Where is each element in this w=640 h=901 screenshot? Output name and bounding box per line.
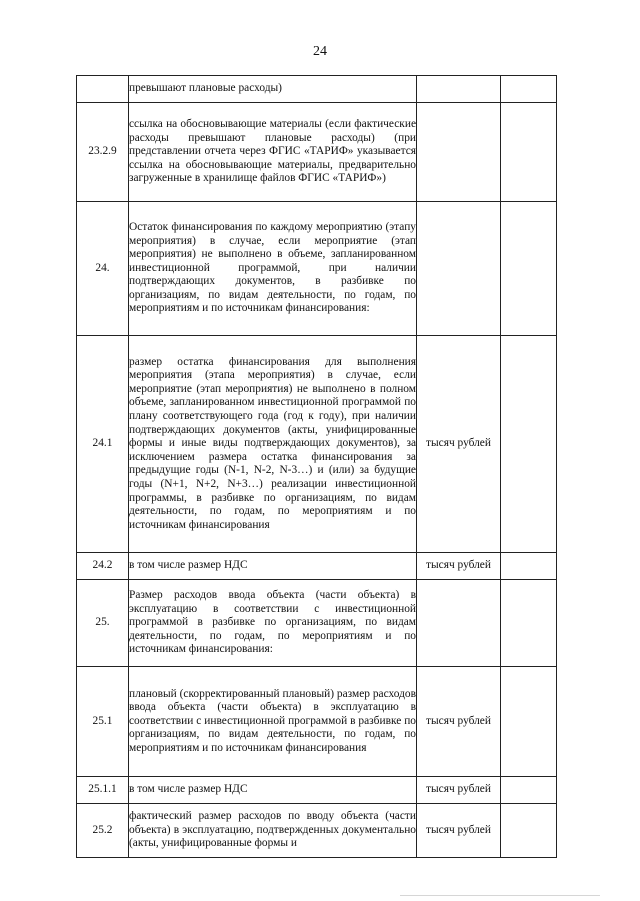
table-row xyxy=(77,336,557,553)
row-unit: тысяч рублей xyxy=(417,804,501,858)
row-value-cell xyxy=(501,336,557,553)
row-description: плановый (скорректированный плановый) размер расходов ввода объекта (части объекта) в эксплуатацию в соответствии с инвестиционной программой в разбивке по организациям, по видам деятельности, по годам, по мероприятиям и по источникам финансирования xyxy=(129,667,417,777)
table-row xyxy=(77,103,557,202)
row-value-cell xyxy=(501,777,557,804)
table-row xyxy=(77,580,557,667)
row-number: 24.2 xyxy=(77,553,129,580)
scan-artifact-line xyxy=(400,895,600,896)
row-description: ссылка на обосновывающие материалы (если фактические расходы превышают плановые расходы) (при представлении отчета через ФГИС «ТАРИФ» указывается ссылка на обосновывающие материалы, предварительно загруженные в хранилище файлов ФГИС «ТАРИФ») xyxy=(129,103,417,202)
row-unit xyxy=(417,103,501,202)
row-description: Размер расходов ввода объекта (части объекта) в эксплуатацию в соответствии с инвестиционной программой в разбивке по организациям, по видам деятельности, по годам, по мероприятиям и по источникам финансирования: xyxy=(129,580,417,667)
table-row xyxy=(77,202,557,336)
row-value-cell xyxy=(501,202,557,336)
requirements-table xyxy=(76,75,557,858)
row-description: фактический размер расходов по вводу объекта (части объекта) в эксплуатацию, подтвержденных документально (акты, унифицированные формы и xyxy=(129,804,417,858)
row-unit xyxy=(417,76,501,103)
row-description: размер остатка финансирования для выполнения мероприятия (этапа мероприятия) в случае, если мероприятие (этап мероприятия) не выполнено в полном объеме, запланированном инвестиционной программой по плану соответствующего года (год к году), при наличии подтверждающих документов (акты, унифицированные формы и иные виды подтверждающих документов), за исключением размера остатка финансирования за предыдущие годы (N-1, N-2, N-3…) и (или) за будущие годы (N+1, N+2, N+3…) реализации инвестиционной программы, в разбивке по организациям, по видам деятельности, по годам, по мероприятиям и по источникам финансирования xyxy=(129,336,417,553)
row-value-cell xyxy=(501,580,557,667)
row-value-cell xyxy=(501,804,557,858)
row-unit: тысяч рублей xyxy=(417,667,501,777)
page-number: 24 xyxy=(313,44,327,59)
row-value-cell xyxy=(501,103,557,202)
table-row xyxy=(77,804,557,858)
row-number: 24.1 xyxy=(77,336,129,553)
row-value-cell xyxy=(501,667,557,777)
row-unit: тысяч рублей xyxy=(417,336,501,553)
row-description: в том числе размер НДС xyxy=(129,553,417,580)
row-value-cell xyxy=(501,76,557,103)
row-description: Остаток финансирования по каждому мероприятию (этапу мероприятия) в случае, если мероприятие (этап мероприятия) не выполнено в объеме, запланированном инвестиционной программой, при наличии подтверждающих документов, в разбивке по организациям, по видам деятельности, по годам, по мероприятиям и по источникам финансирования: xyxy=(129,202,417,336)
table-row xyxy=(77,76,557,103)
row-value-cell xyxy=(501,553,557,580)
row-description: в том числе размер НДС xyxy=(129,777,417,804)
row-unit: тысяч рублей xyxy=(417,777,501,804)
row-unit xyxy=(417,202,501,336)
row-unit xyxy=(417,580,501,667)
row-number: 24. xyxy=(77,202,129,336)
table-row xyxy=(77,553,557,580)
table-row xyxy=(77,667,557,777)
row-description: превышают плановые расходы) xyxy=(129,76,417,103)
row-number: 25. xyxy=(77,580,129,667)
table-row xyxy=(77,777,557,804)
row-number xyxy=(77,76,129,103)
row-number: 25.2 xyxy=(77,804,129,858)
row-number: 25.1 xyxy=(77,667,129,777)
row-unit: тысяч рублей xyxy=(417,553,501,580)
row-number: 23.2.9 xyxy=(77,103,129,202)
row-number: 25.1.1 xyxy=(77,777,129,804)
